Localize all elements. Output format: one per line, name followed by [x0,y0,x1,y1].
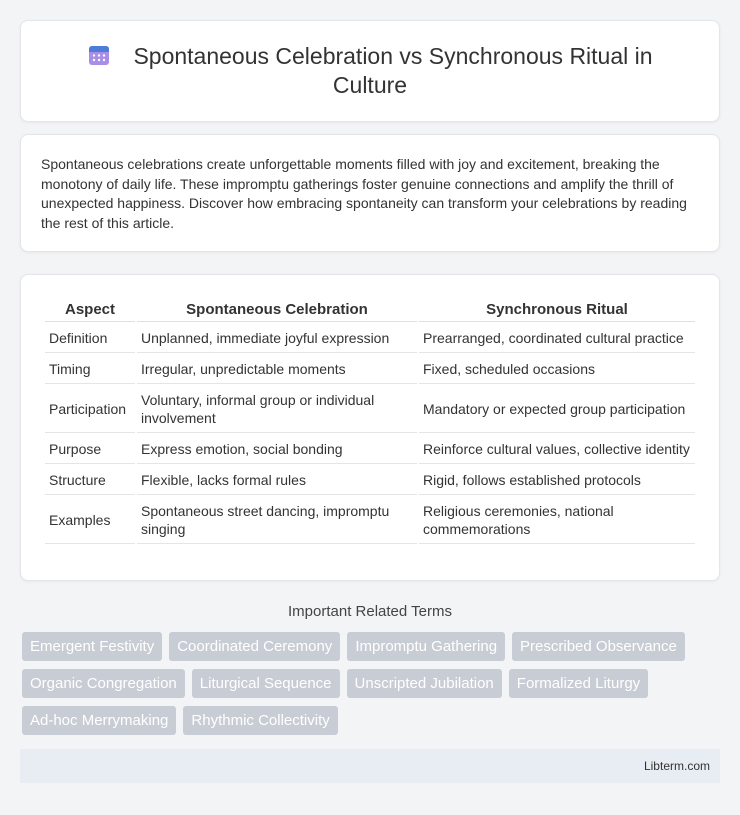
footer [20,749,720,783]
cell-synchronous: Reinforce cultural values, collective identity [419,435,695,464]
cell-synchronous: Mandatory or expected group participation [419,386,695,433]
header-synchronous: Synchronous Ritual [419,299,695,322]
header-spontaneous: Spontaneous Celebration [137,299,417,322]
page-title [61,42,679,100]
term-tag[interactable]: Ad-hoc Merrymaking [22,706,176,735]
cell-spontaneous: Spontaneous street dancing, impromptu singing [137,497,417,544]
table-row [45,386,695,433]
related-terms-title: Important Related Terms [288,603,452,620]
cell-synchronous: Rigid, follows established protocols [419,466,695,495]
comparison-card [20,274,720,581]
cell-synchronous: Religious ceremonies, national commemorations [419,497,695,544]
term-tag[interactable]: Unscripted Jubilation [347,669,502,698]
cell-aspect: Participation [45,386,135,433]
term-tag[interactable]: Rhythmic Collectivity [183,706,337,735]
cell-spontaneous: Voluntary, informal group or individual involvement [137,386,417,433]
term-tag[interactable]: Coordinated Ceremony [169,632,340,661]
footer-site-link[interactable]: Libterm.com [643,759,710,773]
cell-aspect: Examples [45,497,135,544]
cell-synchronous: Prearranged, coordinated cultural practice [419,324,695,353]
cell-spontaneous: Express emotion, social bonding [137,435,417,464]
calendar-icon [87,43,111,67]
intro-text: Spontaneous celebrations create unforgettable moments filled with joy and excitement, breaking the monotony of daily life. These impromptu gatherings foster genuine connections and amplify the thrill of unexpected happiness. Discover how embracing spontaneity can transform your celebrations by reading the rest of this article. [41,156,687,231]
cell-spontaneous: Flexible, lacks formal rules [137,466,417,495]
cell-aspect: Purpose [45,435,135,464]
table-row [45,324,695,353]
term-tag[interactable]: Liturgical Sequence [192,669,340,698]
header-aspect: Aspect [45,299,135,322]
table-header-row [45,299,695,322]
term-tag[interactable]: Prescribed Observance [512,632,685,661]
page-title-text: Spontaneous Celebration vs Synchronous Ritual in Culture [133,43,653,98]
header-card [20,20,720,122]
table-row [45,466,695,495]
related-terms-list [20,632,720,735]
table-row [45,435,695,464]
comparison-table [43,297,697,546]
cell-spontaneous: Unplanned, immediate joyful expression [137,324,417,353]
intro-card [20,134,720,252]
term-tag[interactable]: Organic Congregation [22,669,185,698]
term-tag[interactable]: Emergent Festivity [22,632,162,661]
term-tag[interactable]: Impromptu Gathering [347,632,505,661]
term-tag[interactable]: Formalized Liturgy [509,669,648,698]
cell-aspect: Timing [45,355,135,384]
cell-aspect: Structure [45,466,135,495]
cell-spontaneous: Irregular, unpredictable moments [137,355,417,384]
table-row [45,355,695,384]
cell-synchronous: Fixed, scheduled occasions [419,355,695,384]
cell-aspect: Definition [45,324,135,353]
table-row [45,497,695,544]
